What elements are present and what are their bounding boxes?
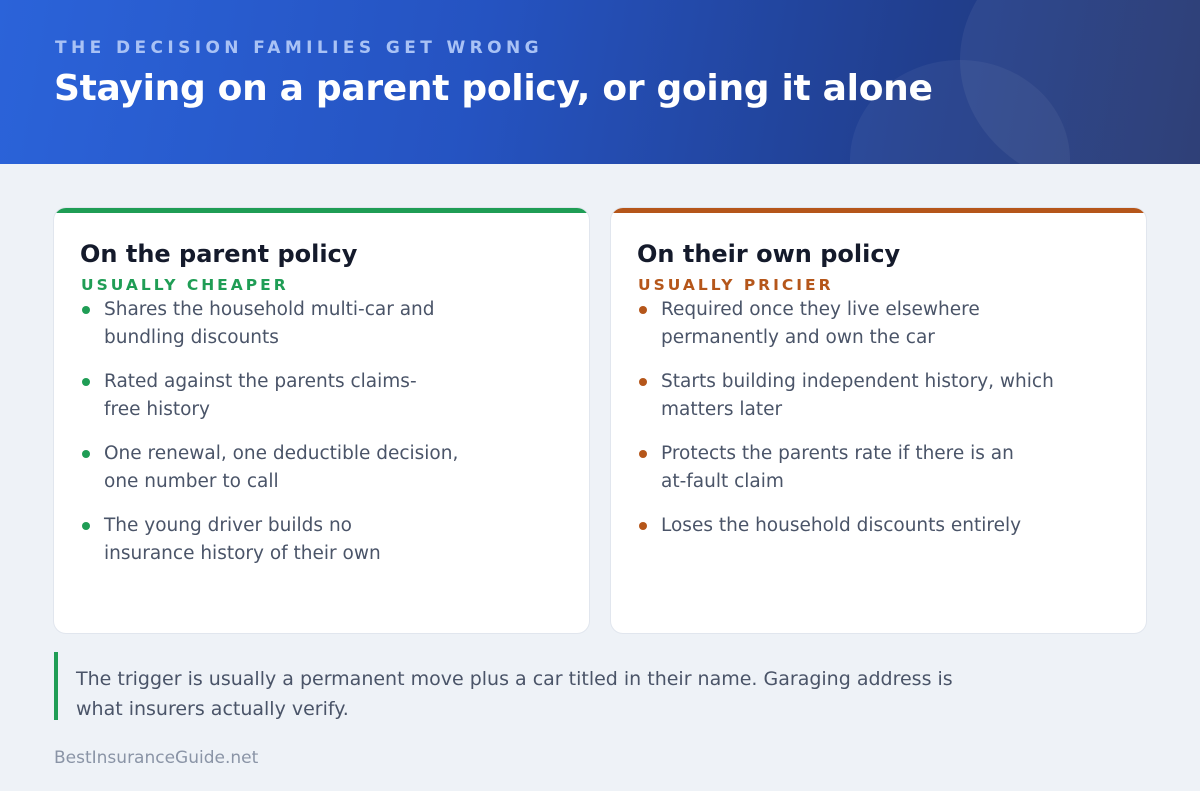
bullet-dot-icon <box>82 522 90 530</box>
card-own-policy <box>611 208 1146 633</box>
card-parent-policy <box>54 208 589 633</box>
list-item <box>80 296 484 352</box>
callout-note-text: The trigger is usually a permanent move plus a car titled in their name. Garaging address is what insurers actually verify. <box>76 668 953 720</box>
list-item <box>80 368 424 424</box>
bullet-dot-icon <box>82 306 90 314</box>
list-item-text: One renewal, one deductible decision, one number to call <box>104 443 459 492</box>
bullet-dot-icon <box>639 450 647 458</box>
card-tag: USUALLY CHEAPER <box>81 276 289 294</box>
bullet-dot-icon <box>639 378 647 386</box>
list-item-text: Protects the parents rate if there is an at-fault claim <box>661 443 1014 492</box>
footer-site-name: BestInsuranceGuide.net <box>54 748 259 768</box>
eyebrow-label: THE DECISION FAMILIES GET WRONG <box>55 38 543 58</box>
list-item-text: Loses the household discounts entirely <box>661 515 1022 536</box>
card-accent-bar <box>611 208 1146 213</box>
list-item <box>637 296 991 352</box>
card-accent-bar <box>54 208 589 213</box>
card-tag: USUALLY PRICIER <box>638 276 834 294</box>
page-title: Staying on a parent policy, or going it alone <box>54 68 933 109</box>
list-item-text: Rated against the parents claims-free history <box>104 371 417 420</box>
list-item <box>80 440 484 496</box>
bullet-dot-icon <box>639 306 647 314</box>
list-item-text: Starts building independent history, which matters later <box>661 371 1054 420</box>
callout-note <box>54 652 1018 720</box>
card-title: On their own policy <box>637 240 901 268</box>
card-title: On the parent policy <box>80 240 358 268</box>
card-bullet-list <box>80 296 520 584</box>
list-item <box>80 512 434 568</box>
header-banner <box>0 0 1200 164</box>
bullet-dot-icon <box>82 450 90 458</box>
list-item-text: Shares the household multi-car and bundling discounts <box>104 299 435 348</box>
list-item-text: The young driver builds no insurance history of their own <box>104 515 381 564</box>
bullet-dot-icon <box>82 378 90 386</box>
card-bullet-list <box>637 296 1077 556</box>
list-item <box>637 368 1061 424</box>
list-item-text: Required once they live elsewhere permanently and own the car <box>661 299 980 348</box>
list-item <box>637 440 1021 496</box>
list-item <box>637 512 1081 540</box>
bullet-dot-icon <box>639 522 647 530</box>
